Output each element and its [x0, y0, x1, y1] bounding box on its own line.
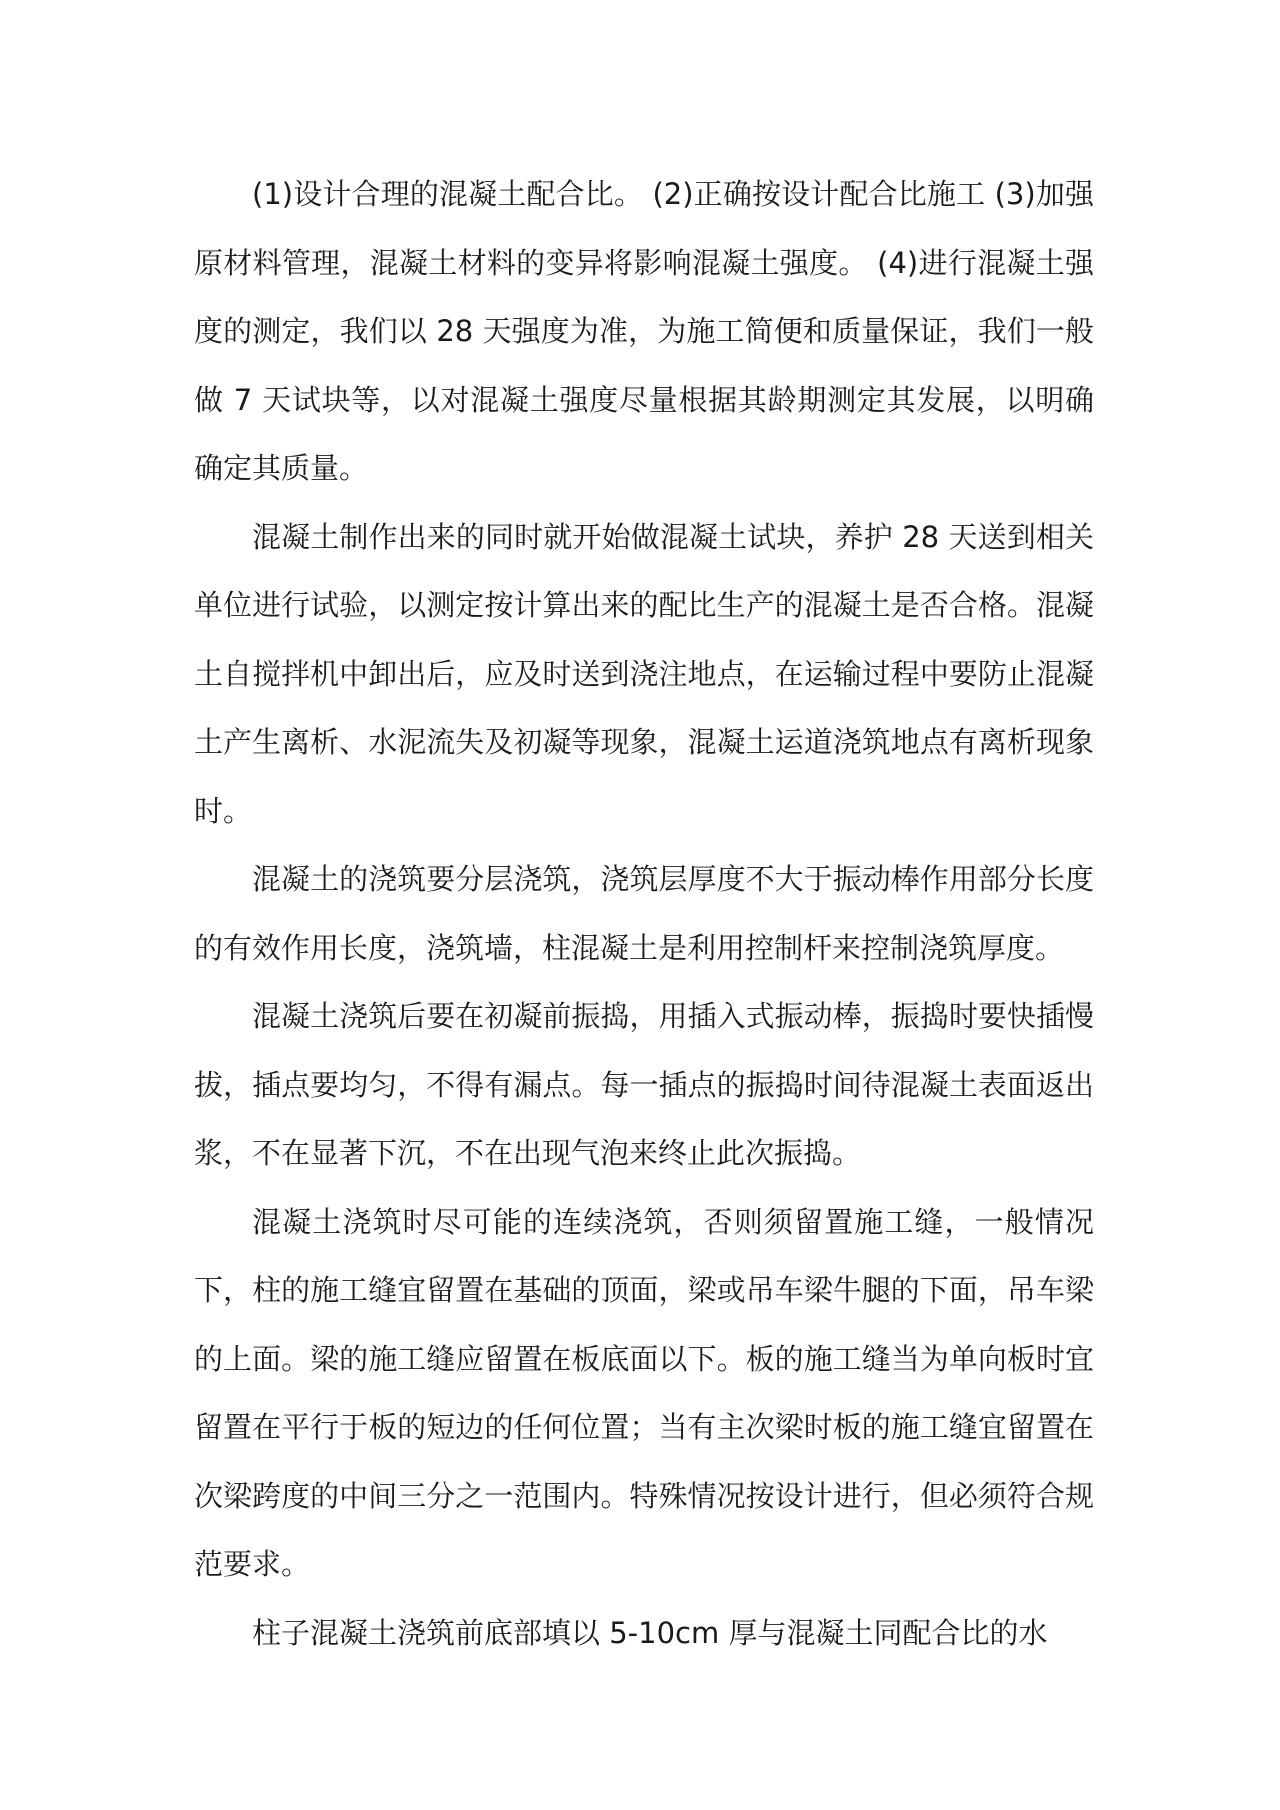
paragraph-quality-measures: (1)设计合理的混凝土配合比。 (2)正确按设计配合比施工 (3)加强原材料管理，混凝土材料的变异将影响混凝土强度。 (4)进行混凝土强度的测定，我们以 28 天强度为准，为施工简便和质量保证，我们一般做 7 天试块等，以对混凝土强度尽量根据其龄期测定其发展，以明确确定其质量。	[194, 177, 1094, 485]
paragraph-vibration: 混凝土浇筑后要在初凝前振捣，用插入式振动棒，振捣时要快插慢拔，插点要均匀，不得有漏点。每一插点的振捣时间待混凝土表面返出浆，不在显著下沉，不在出现气泡来终止此次振捣。	[194, 999, 1094, 1170]
paragraph-construction-joints: 混凝土浇筑时尽可能的连续浇筑，否则须留置施工缝，一般情况下，柱的施工缝宜留置在基础的顶面，梁或吊车梁牛腿的下面，吊车梁的上面。梁的施工缝应留置在板底面以下。板的施工缝当为单向板时宜留置在平行于板的短边的任何位置；当有主次梁时板的施工缝宜留置在次梁跨度的中间三分之一范围内。特殊情况按设计进行，但必须符合规范要求。	[194, 1204, 1094, 1581]
paragraph-test-blocks: 混凝土制作出来的同时就开始做混凝土试块，养护 28 天送到相关单位进行试验，以测定按计算出来的配比生产的混凝土是否合格。混凝土自搅拌机中卸出后，应及时送到浇注地点，在运输过程中要防止混凝土产生离析、水泥流失及初凝等现象，混凝土运道浇筑地点有离析现象时。	[194, 519, 1094, 828]
document-body	[194, 160, 1094, 1667]
paragraph-layered-pouring: 混凝土的浇筑要分层浇筑，浇筑层厚度不大于振动棒作用部分长度的有效作用长度，浇筑墙，柱混凝土是利用控制杆来控制浇筑厚度。	[194, 862, 1094, 965]
paragraph-column-pouring: 柱子混凝土浇筑前底部填以 5-10cm 厚与混凝土同配合比的水	[252, 1615, 1048, 1650]
